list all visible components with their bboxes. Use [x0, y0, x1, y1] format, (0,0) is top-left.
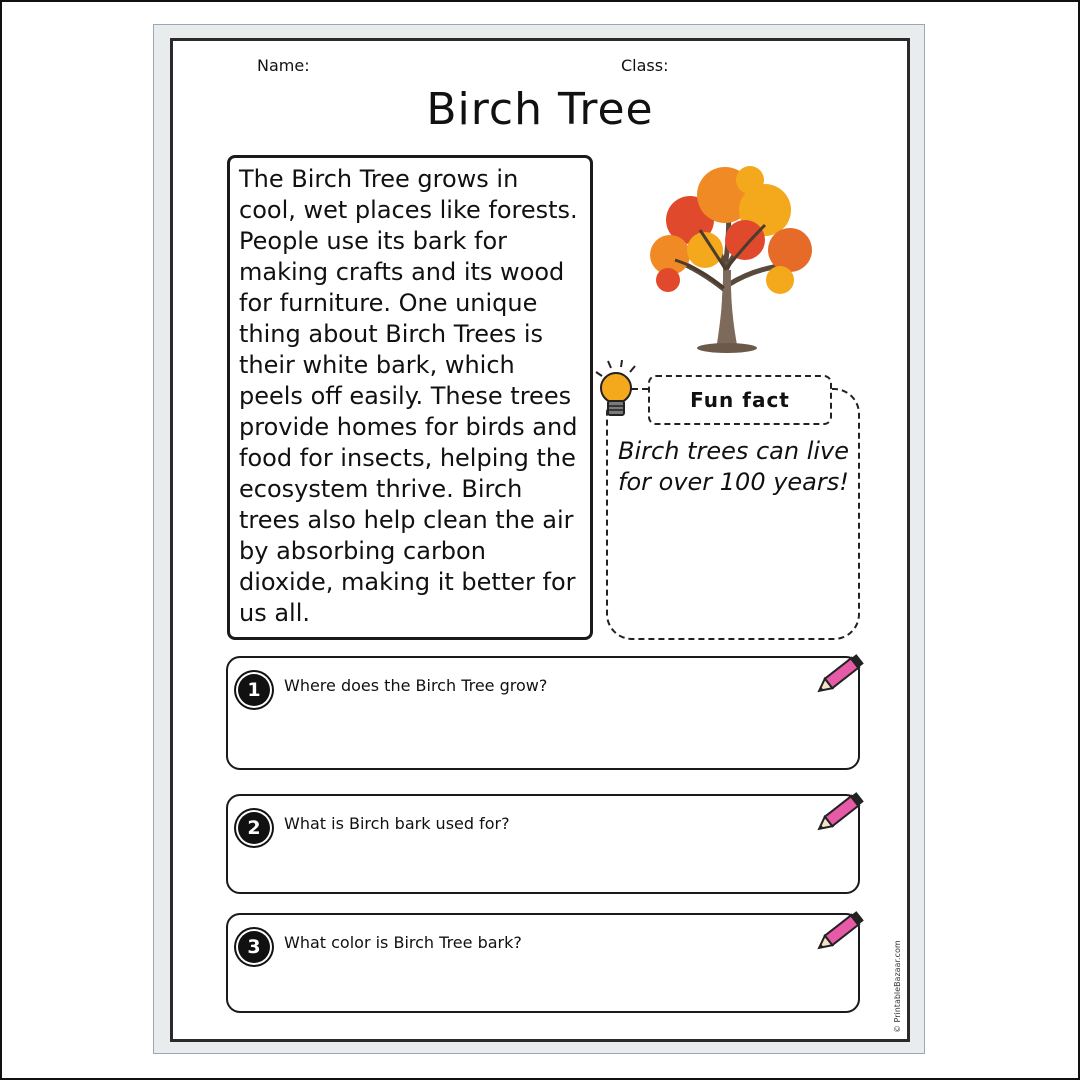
page-title: Birch Tree — [426, 84, 654, 135]
question-number-3: 3 — [238, 931, 270, 963]
name-label: Name: — [257, 56, 310, 75]
light-bulb-icon — [592, 358, 642, 424]
question-text-2: What is Birch bark used for? — [284, 814, 510, 833]
question-number-1: 1 — [238, 674, 270, 706]
question-text-1: Where does the Birch Tree grow? — [284, 676, 548, 695]
question-box-1[interactable] — [226, 656, 860, 770]
question-number-2: 2 — [238, 812, 270, 844]
pencil-icon — [812, 907, 870, 957]
copyright-credit: © PrintableBazaar.com — [893, 940, 902, 1033]
autumn-tree-illustration — [630, 150, 830, 355]
fun-fact-label: Fun fact — [648, 375, 832, 425]
pencil-icon — [812, 650, 870, 700]
fun-fact-box — [606, 388, 860, 640]
question-box-3[interactable] — [226, 913, 860, 1013]
question-text-3: What color is Birch Tree bark? — [284, 933, 522, 952]
question-box-2[interactable] — [226, 794, 860, 894]
fun-fact-text: Birch trees can live for over 100 years! — [618, 437, 850, 496]
reading-passage: The Birch Tree grows in cool, wet places like forests. People use its bark for making crafts and its wood for furniture. One unique thing about Birch Trees is their white bark, which peels off easily. These trees provide homes for birds and food for insects, helping the ecosystem thrive. Birch trees also help clean the air by absorbing carbon dioxide, making it better for us all. — [227, 155, 593, 640]
pencil-icon — [812, 788, 870, 838]
class-label: Class: — [621, 56, 669, 75]
